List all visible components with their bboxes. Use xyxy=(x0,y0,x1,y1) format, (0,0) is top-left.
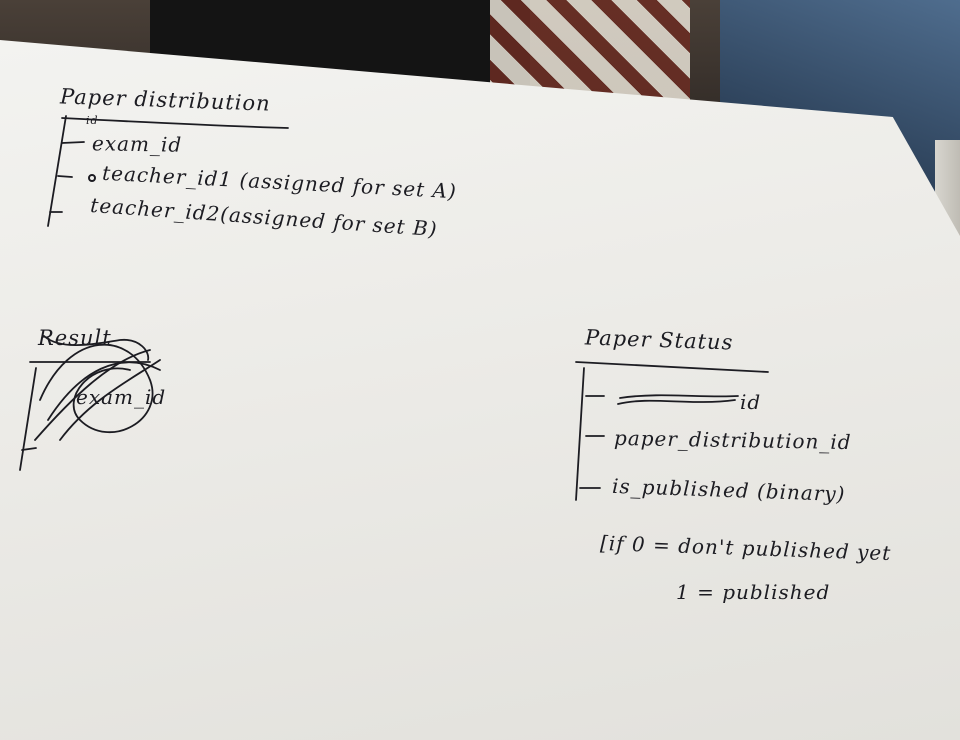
status-field-is-published: is_published (binary) xyxy=(611,473,846,507)
status-note-published: 1 = published xyxy=(676,580,831,604)
result-field-exam-id: exam_id xyxy=(76,385,167,409)
paper-distribution-title: Paper distribution xyxy=(59,84,272,116)
status-field-paper-distribution-id: paper_distribution_id xyxy=(613,425,852,455)
status-field-id: id xyxy=(740,390,762,414)
status-note-not-published: [if 0 = don't published yet xyxy=(599,530,892,566)
field-exam-id: exam_id xyxy=(91,131,183,157)
field-id: id xyxy=(86,114,99,127)
result-title: Result xyxy=(38,326,112,350)
field-teacher-id2: teacher_id2(assigned for set B) xyxy=(89,192,439,242)
field-teacher-id1: teacher_id1 (assigned for set A) xyxy=(101,160,458,204)
paper-status-title: Paper Status xyxy=(584,325,734,355)
